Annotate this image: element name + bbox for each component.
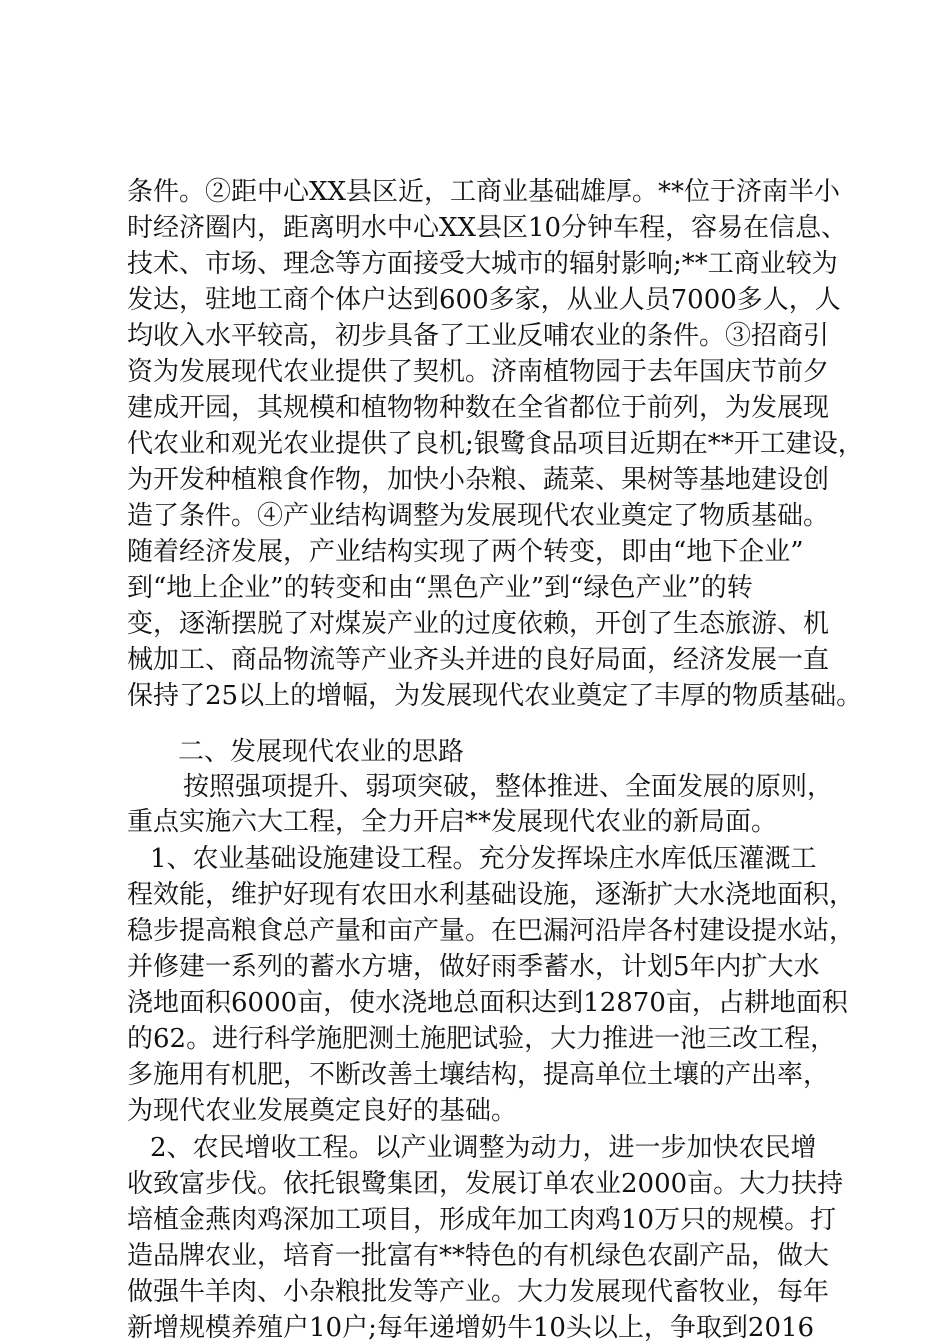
text-line: 为开发种植粮食作物，加快小杂粮、蔬菜、果树等基地建设创: [127, 465, 830, 495]
text-line: 械加工、商品物流等产业齐头并进的良好局面，经济发展一直: [127, 645, 830, 675]
text-line: 浇地面积6000亩，使水浇地总面积达到12870亩，占耕地面积: [127, 988, 848, 1018]
text-line: 时经济圈内，距离明水中心XX县区10分钟车程，容易在信息、: [127, 213, 848, 243]
text-line: 资为发展现代农业提供了契机。济南植物园于去年国庆节前夕: [127, 357, 830, 387]
text-line: 造品牌农业，培育一批富有**特色的有机绿色农副产品，做大: [127, 1241, 830, 1271]
text-line: 保持了25以上的增幅，为发展现代农业奠定了丰厚的物质基础。: [127, 681, 863, 711]
text-line: 造了条件。④产业结构调整为发展现代农业奠定了物质基础。: [127, 501, 830, 531]
text-line: 多施用有机肥，不断改善土壤结构，提高单位土壤的产出率，: [127, 1060, 830, 1090]
text-line: 收致富步伐。依托银鹭集团，发展订单农业2000亩。大力扶持: [127, 1169, 844, 1199]
text-line: 的62。进行科学施肥测土施肥试验，大力推进一池三改工程，: [127, 1024, 837, 1054]
text-line: 新增规模养殖户10户;每年递增奶牛10头以上，争取到2016: [127, 1313, 815, 1343]
text-line: 按照强项提升、弱项突破，整体推进、全面发展的原则，: [183, 772, 834, 802]
text-line: 建成开园，其规模和植物物种数在全省都位于前列，为发展现: [127, 393, 830, 423]
section-heading: 二、发展现代农业的思路: [178, 737, 465, 767]
text-line: 稳步提高粮食总产量和亩产量。在巴漏河沿岸各村建设提水站，: [127, 916, 856, 946]
text-line: 发达，驻地工商个体户达到600多家，从业人员7000多人，人: [127, 285, 841, 315]
text-line: 技术、市场、理念等方面接受大城市的辐射影响;**工商业较为: [127, 249, 838, 279]
text-line: 培植金燕肉鸡深加工项目，形成年加工肉鸡10万只的规模。打: [127, 1205, 837, 1235]
text-line: 重点实施六大工程，全力开启**发展现代农业的新局面。: [127, 807, 778, 837]
text-line: 条件。②距中心XX县区近，工商业基础雄厚。**位于济南半小: [127, 177, 841, 207]
text-line: 随着经济发展，产业结构实现了两个转变，即由“地下企业”: [127, 537, 804, 567]
text-line: 为现代农业发展奠定良好的基础。: [127, 1096, 518, 1126]
text-line: 到“地上企业”的转变和由“黑色产业”到“绿色产业”的转: [127, 573, 753, 603]
text-line: 均收入水平较高，初步具备了工业反哺农业的条件。③招商引: [127, 321, 830, 351]
text-line: 做强牛羊肉、小杂粮批发等产业。大力发展现代畜牧业，每年: [127, 1277, 830, 1307]
text-line: 1、农业基础设施建设工程。充分发挥垛庄水库低压灌溉工: [150, 844, 817, 874]
text-line: 代农业和观光农业提供了良机;银鹭食品项目近期在**开工建设，: [127, 429, 864, 459]
text-line: 并修建一系列的蓄水方塘，做好雨季蓄水，计划5年内扩大水: [127, 952, 820, 982]
text-line: 2、农民增收工程。以产业调整为动力，进一步加快农民增: [150, 1133, 817, 1163]
text-line: 程效能，维护好现有农田水利基础设施，逐渐扩大水浇地面积，: [127, 880, 856, 910]
text-line: 变，逐渐摆脱了对煤炭产业的过度依赖，开创了生态旅游、机: [127, 609, 830, 639]
